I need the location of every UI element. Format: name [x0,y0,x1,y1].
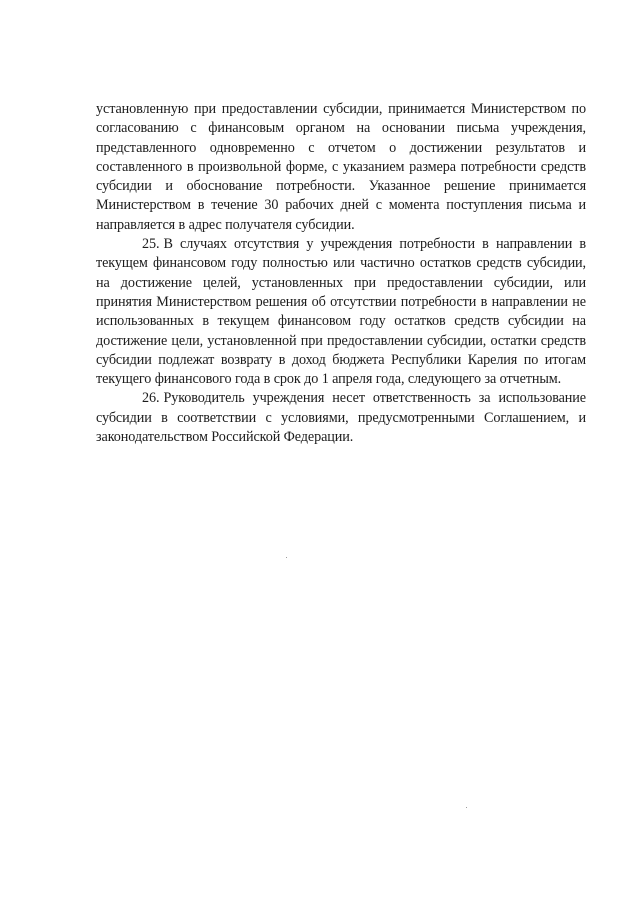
document-body [96,100,586,447]
paragraph-number: 25. [142,236,160,253]
paragraph-text: В случаях отсутствия у учреждения потребности в направлении в текущем финансовом году полностью или частично остатков средств субсидии, на достижение целей, установленных при предоставлении субсидии, или принятия Министерством решения об отсутствии потребности в направлении не использованных в текущем финансовом году остатков средств субсидии на достижение цели, установленной при предоставлении субсидии, остатки средств субсидии подлежат возврату в доход бюджета Республики Карелия по итогам текущего финансового года в срок до 1 апреля года, следующего за отчетным. [96,236,586,388]
paragraph-text: установленную при предоставлении субсидии, принимается Министерством по согласованию с финансовым органом на основании письма учреждения, представленного одновременно с отчетом о достижении результатов и составленного в произвольной форме, с указанием размера потребности средств субсидии и обоснование потребности. Указанное решение принимается Министерством в течение 30 рабочих дней с момента поступления письма и направляется в адрес получателя субсидии. [96,101,586,233]
paragraph-25 [96,235,586,389]
scan-artifact [286,557,287,558]
paragraph-continuation [96,100,586,235]
paragraph-number: 26. [142,390,160,407]
paragraph-26 [96,389,586,447]
scan-artifact [466,807,467,808]
paragraph-text: Руководитель учреждения несет ответственность за использование субсидии в соответствии с условиями, предусмотренными Соглашением, и законодательством Российской Федерации. [96,390,586,446]
